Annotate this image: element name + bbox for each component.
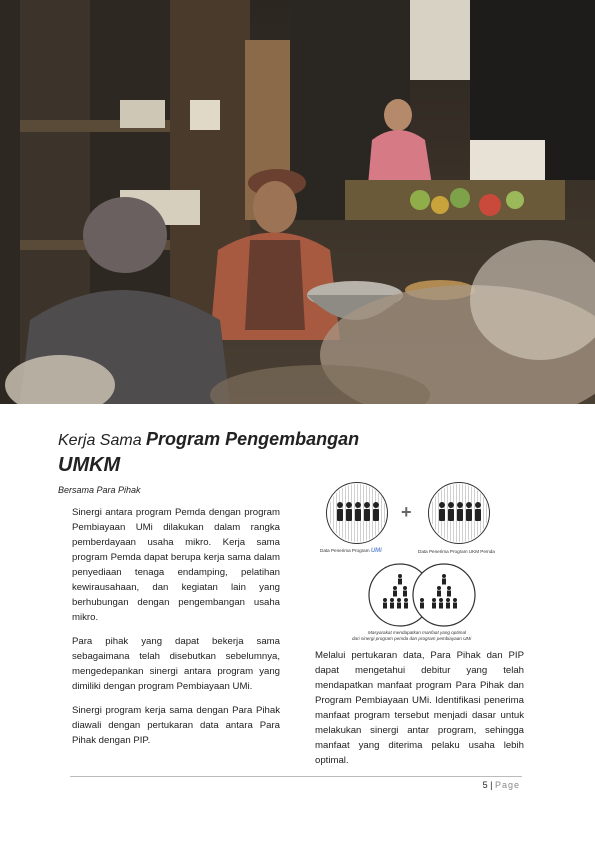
section-heading — [58, 428, 388, 478]
left-paragraph-3: Sinergi program kerja sama dengan Para Pihak diawali dengan pertukaran data antara Para Pihak dengan PIP. — [72, 705, 280, 746]
umi-recipients-circle — [326, 482, 388, 544]
page-number: 5 — [482, 780, 488, 790]
heading-title-part1: Program Pengembangan — [146, 429, 360, 449]
heading-title-part2: UMKM — [58, 454, 121, 476]
right-paragraph: Melalui pertukaran data, Para Pihak dan PIP dapat mengetahui debitur yang telah mendapatkan manfaat program Para Pihak dan Program Pembiayaan UMi. Identifikasi penerima manfaat program tersebut menjadi dasar untuk melakukan sinergi antar program, sehingga manfaat yang diterima pelaku usaha lebih optimal. — [315, 650, 524, 766]
people-group-icon — [429, 483, 489, 543]
synergy-caption-line1: Masyarakat mendapatkan manfaat yang optimal — [368, 630, 467, 635]
market-photo-illustration — [0, 0, 595, 404]
synergy-overlap-diagram — [362, 562, 482, 628]
pemda-recipients-caption: Data Penerima Program UKM Pemda — [418, 549, 495, 554]
footer-divider — [70, 776, 522, 777]
plus-sign: + — [401, 502, 412, 522]
left-paragraph-1: Sinergi antara program Pemda dengan program Pembiayaan UMi dilakukan dalam rangka pemberdayaan usaha mikro. Kerja sama program Pemda dapat berupa kerja sama dalam penyediaan tenaga endamping, pelatihan kewirausahaan, dan kegiatan lain yang berhubungan dengan pengembangan usaha mikro. — [72, 507, 280, 623]
page-word: Page — [494, 780, 520, 790]
heading-subtitle: Bersama Para Pihak — [58, 485, 141, 495]
market-photo — [0, 0, 595, 404]
left-paragraph-2: Para pihak yang dapat bekerja sama sebagaimana telah disebutkan sebelumnya, mengedepankan sinergi antara program yang dimiliki dengan program Pembiayaan UMi. — [72, 636, 280, 692]
synergy-caption-line2: dari sinergi program pemda dan program pembiayaan UMi — [352, 636, 472, 641]
synergy-infographic — [318, 478, 533, 648]
umi-logo: UMi — [370, 548, 382, 554]
pemda-recipients-circle — [428, 482, 490, 544]
heading-prefix: Kerja Sama — [58, 432, 142, 449]
people-group-icon — [327, 483, 387, 543]
page-separator: | — [490, 780, 493, 790]
overlapping-people-icon — [362, 562, 482, 628]
right-text-column — [315, 648, 524, 768]
left-text-column — [72, 505, 280, 757]
page-number-footer — [483, 780, 520, 790]
umi-recipients-caption: Data Penerima Program UMi — [320, 548, 382, 554]
